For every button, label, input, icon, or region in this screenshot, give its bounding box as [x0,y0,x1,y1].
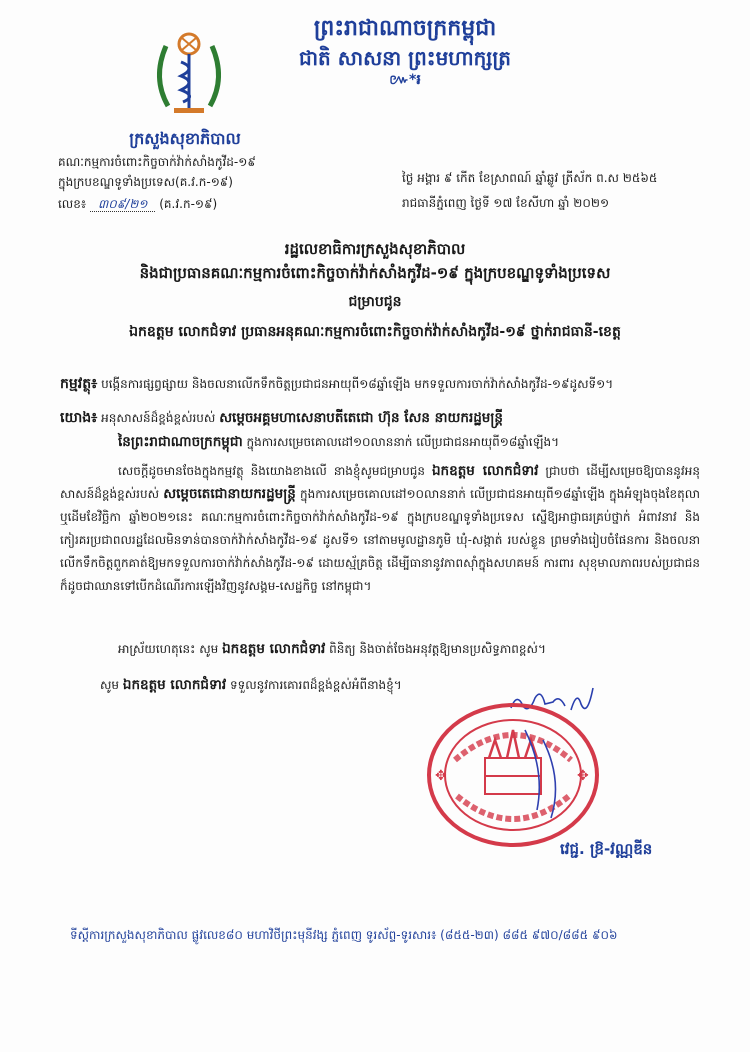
reference-block [60,406,700,454]
committee-line-1: គណៈកម្មការចំពោះកិច្ចចាក់វ៉ាក់សាំងកូវីដ-១៩ [58,155,256,169]
body-text-b: ជ្រាបថា ដើម្បីសម្រេចឱ្យបាននូវអនុសាសន៍ដ៏ខ្ពង់ខ្ពស់របស់ [60,464,700,501]
closing-text-b: ពិនិត្យ និងចាត់ចែងអនុវត្តឱ្យមានប្រសិទ្ធភាពខ្ពស់។ [329,642,546,656]
footer-address: ទីស្តីការក្រសួងសុខាភិបាល ផ្លូវលេខ៨០ មហាវិថីព្រះមុនីវង្ស ភ្នំពេញ ទូរស័ព្ទ-ទូរសារ៖ (៨៥៥-២៣) ៨៨៥ ៩៧០/៨៨៥ ៩០៦ [70,928,618,942]
body-emphasis-1: ឯកឧត្តម លោកជំទាវ [431,463,539,479]
ministry-name: ក្រសួងសុខាភិបាល [129,129,241,148]
reference-emphasis-1: សម្តេចអគ្គមហាសេនាបតីតេជោ ហ៊ុន សែន នាយករដ្ឋមន្ត្រី [219,410,503,426]
reference-emphasis-2: នៃព្រះរាជាណាចក្រកម្ពុជា [118,434,243,450]
reference-number [58,196,358,214]
closing-text-a: អាស្រ័យហេតុនេះ សូម [118,642,219,656]
closing-request [60,640,700,660]
sender-position: និងជាប្រធានគណៈកម្មការចំពោះកិច្ចចាក់វ៉ាក់សាំងកូវីដ-១៩ ក្នុងក្របខណ្ឌទូទាំងប្រទេស [139,264,611,282]
respect-emphasis: ឯកឧត្តម លោកជំទាវ [122,677,227,693]
subject-label: កម្មវត្ថុ៖ [60,376,98,392]
to-label: ជម្រាបជូន [348,294,402,310]
sender-title: រដ្ឋលេខាធិការក្រសួងសុខាភិបាល [284,240,466,258]
svg-text:✥: ✥ [577,768,589,784]
body-paragraph [60,460,700,598]
reference-text-2: ក្នុងការសម្រេចគោលដៅ១០លាននាក់ លើប្រជាជនអាយុពី១៨ឆ្នាំឡើង។ [246,435,559,449]
committee-name [58,152,318,192]
body-text-c: ក្នុងការសម្រេចគោលដៅ១០លាននាក់ លើប្រជាជនអាយុពី១៨ឆ្នាំឡើង ក្នុងអំឡុងចុងខែតុលា ឬដើមខែវិច្ឆិកា ឆ្នាំ២០២១នេះ គណៈកម្មការចំពោះកិច្ចចាក់វ៉ាក់សាំងកូវីដ-១៩ ក្នុងក្របខណ្ឌទូទាំងប្រទេស ស្នើឱ្យអាជ្ញាធរគ្រប់ថ្នាក់ អំពាវនាវ និងកៀរគរប្រជាពលរដ្ឋដែលមិនទាន់បានចាក់វ៉ាក់សាំងកូវីដ-១៩ ដូសទី១ នៅតាមមូលដ្ឋានភូមិ ឃុំ-សង្កាត់ របស់ខ្លួន ព្រមទាំងរៀបចំផែនការ និងចលនាលើកទឹកចិត្តពួកគាត់ឱ្យមកទទួលការចាក់វ៉ាក់សាំងកូវីដ-១៩ ដោយស្ម័គ្រចិត្ត ដើម្បីធានានូវភាពស៊ាំក្នុងសហគមន៍ ការពារ សុខុមាលភាពរបស់ប្រជាជន ក៏ដូចជាឈានទៅបើកដំណើរការឡើងវិញនូវសង្គម-សេដ្ឋកិច្ច នៅកម្ពុជា។ [60,487,700,593]
signer-name: វេជ្ជ. ឱ្រ-វណ្ណឌីន [560,840,653,858]
ref-prefix: លេខ៖ [58,197,87,211]
reference-text-1: អនុសាសន៍ដ៏ខ្ពង់ខ្ពស់របស់ [101,411,216,425]
ref-number-value: ៣០៩/២១ [90,197,155,212]
national-motto: ជាតិ សាសនា ព្រះមហាក្សត្រ [299,46,511,70]
kingdom-title: ព្រះរាជាណាចក្រកម្ពុជា [313,16,497,41]
header-ornament: ៚*៛ [389,72,421,88]
ministry-logo [148,28,230,128]
body-text-a: សេចក្តីដូចមានចែងក្នុងកម្មវត្ថុ និងយោងខាងលើ នាងខ្ញុំសូមជម្រាបជូន [118,464,425,478]
svg-text:✥: ✥ [435,768,447,784]
body-emphasis-2: សម្តេចតេជោនាយករដ្ឋមន្ត្រី [163,486,296,502]
closing-respect [100,676,520,696]
subject-line [60,374,700,395]
closing-emphasis: ឯកឧត្តម លោកជំទាវ [222,641,326,657]
respect-text-a: សូម [100,678,120,692]
ref-suffix: (គ.វ.ក-១៩) [159,197,218,211]
official-seal [425,700,601,850]
recipient-line: ឯកឧត្តម លោកជំទាវ ប្រធានអនុគណៈកម្មការចំពោះកិច្ចចាក់វ៉ាក់សាំងកូវីដ-១៩ ថ្នាក់រាជធានី-ខេត្ត [129,324,621,340]
lunar-date: ថ្ងៃ អង្គារ ៩ កើត ខែស្រាពណ៍ ឆ្នាំឆ្លូវ ត្រីស័ក ព.ស ២៥៦៥ [402,171,658,185]
respect-text-b: ទទួលនូវការគោរពដ៏ខ្ពង់ខ្ពស់អំពីនាងខ្ញុំ។ [229,678,402,692]
reference-label: យោង៖ [60,410,98,426]
committee-line-2: ក្នុងក្របខណ្ឌទូទាំងប្រទេស(គ.វ.ក-១៩) [58,175,233,189]
solar-date: រាជធានីភ្នំពេញ ថ្ងៃទី ១៧ ខែសីហា ឆ្នាំ ២០២១ [402,196,610,210]
subject-text: បង្កើនការផ្សព្វផ្សាយ និងចលនាលើកទឹកចិត្តប្រជាជនអាយុពី១៨ឆ្នាំឡើង មកទទួលការចាក់វ៉ាក់សាំងកូវីដ-១៩ដូសទី១។ [101,377,614,391]
